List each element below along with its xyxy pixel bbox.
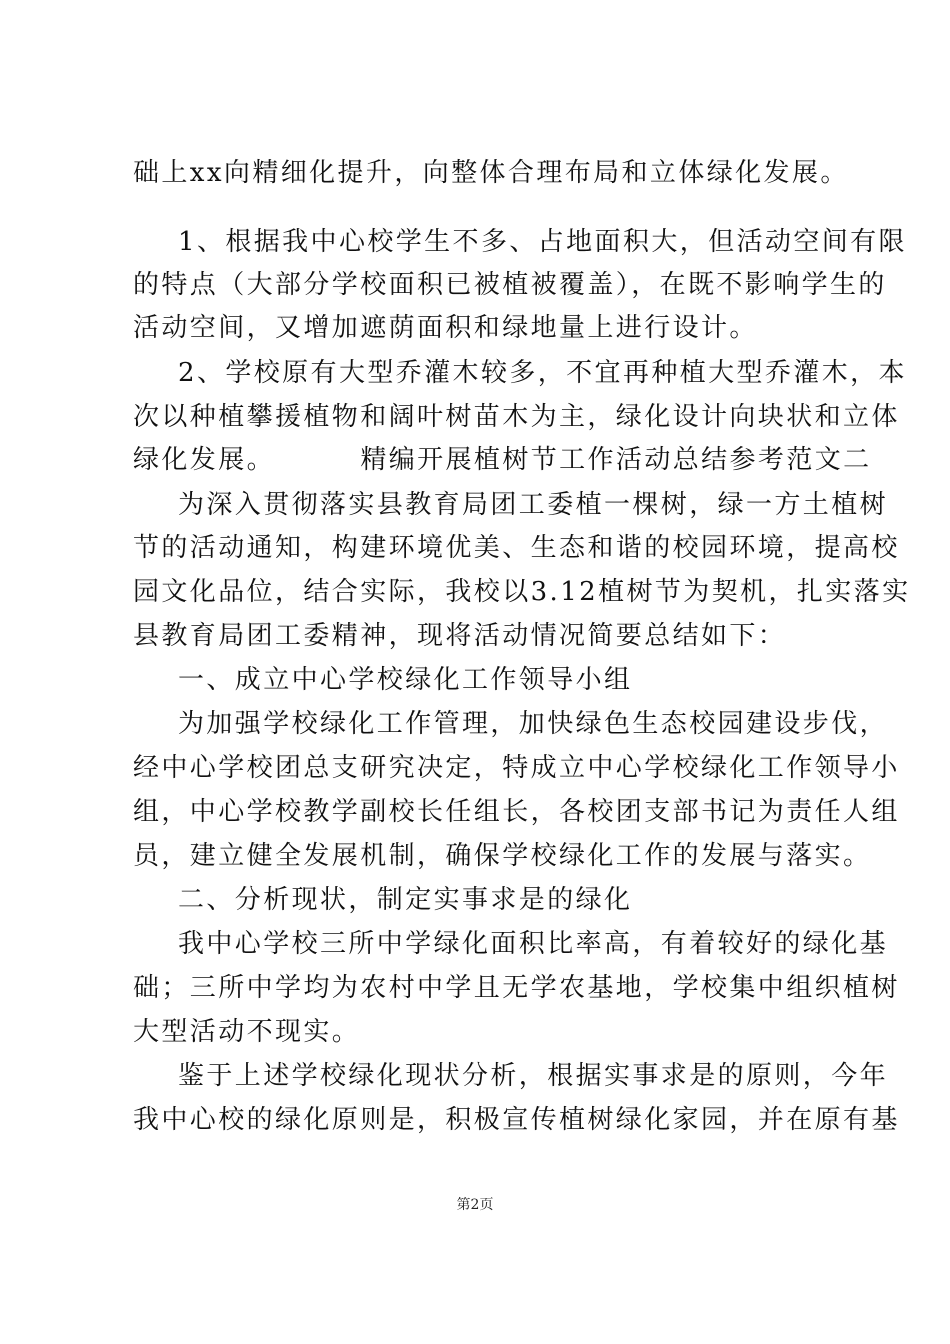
text-line: 园文化品位，结合实际，我校以3.12植树节为契机，扎实落实 — [133, 577, 911, 607]
text-line: 础；三所中学均为农村中学且无学农基地，学校集中组织植树 — [133, 973, 900, 1003]
text-line: 绿化发展。 精编开展植树节工作活动总结参考范文二 — [133, 445, 872, 475]
text-line: 我中心校的绿化原则是，积极宣传植树绿化家园，并在原有基 — [133, 1105, 900, 1135]
text-line: 鉴于上述学校绿化现状分析，根据实事求是的原则，今年 — [178, 1061, 889, 1091]
page-number: 第2页 — [456, 1197, 494, 1213]
text-line: 为深入贯彻落实县教育局团工委植一棵树，绿一方土植树 — [178, 490, 889, 520]
text-line: 节的活动通知，构建环境优美、生态和谐的校园环境，提高校 — [133, 533, 900, 563]
text-line: 县教育局团工委精神，现将活动情况简要总结如下： — [133, 621, 787, 651]
text-line: 的特点（大部分学校面积已被植被覆盖），在既不影响学生的 — [133, 270, 887, 300]
text-line: 1、根据我中心校学生不多、占地面积大，但活动空间有限 — [178, 227, 907, 257]
text-line: 大型活动不现实。 — [133, 1017, 361, 1047]
section-heading: 一、成立中心学校绿化工作领导小组 — [178, 665, 633, 695]
text-line: 经中心学校团总支研究决定，特成立中心学校绿化工作领导小 — [133, 753, 900, 783]
text-line: 员，建立健全发展机制，确保学校绿化工作的发展与落实。 — [133, 841, 872, 871]
text-line: 2、学校原有大型乔灌木较多，不宜再种植大型乔灌木，本 — [178, 358, 907, 388]
text-line: 次以种植攀援植物和阔叶树苗木为主，绿化设计向块状和立体 — [133, 402, 900, 432]
text-line: 我中心学校三所中学绿化面积比率高，有着较好的绿化基 — [178, 929, 889, 959]
text-line: 活动空间，又增加遮荫面积和绿地量上进行设计。 — [133, 313, 758, 343]
section-heading: 二、分析现状，制定实事求是的绿化 — [178, 885, 633, 915]
text-line: 组，中心学校教学副校长任组长，各校团支部书记为责任人组 — [133, 797, 900, 827]
text-line: 为加强学校绿化工作管理，加快绿色生态校园建设步伐， — [178, 709, 889, 739]
text-line: 础上xx向精细化提升，向整体合理布局和立体绿化发展。 — [133, 158, 849, 188]
